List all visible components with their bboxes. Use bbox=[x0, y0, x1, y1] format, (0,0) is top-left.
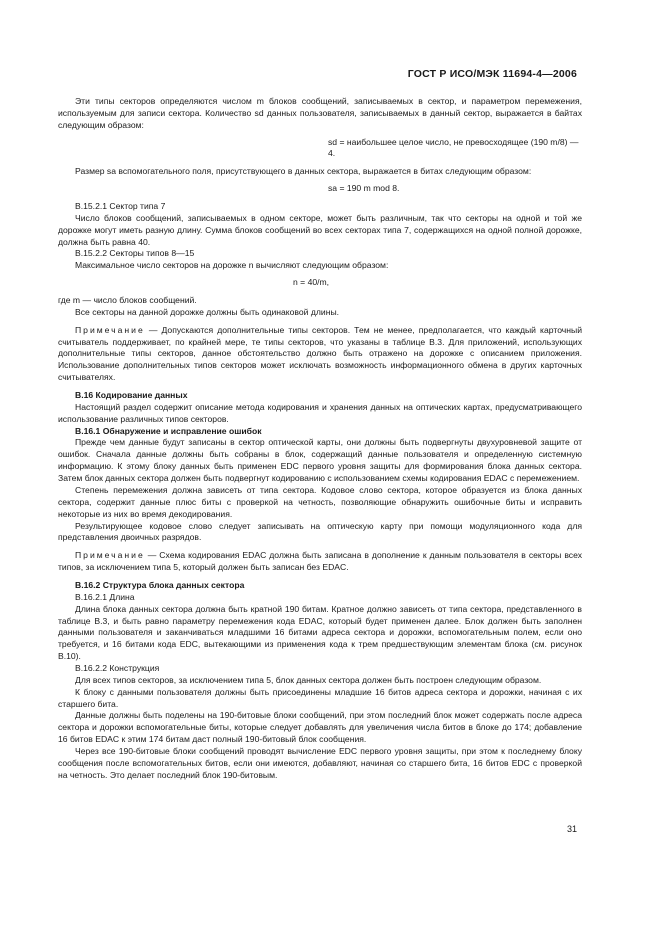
section-heading-b1622: B.16.2.2 Конструкция bbox=[75, 662, 160, 673]
paragraph: Настоящий раздел содержит описание метода кодирования и хранения данных на оптических картах, предусматривающего использование различных типов секторов. bbox=[58, 401, 582, 424]
paragraph: Максимальное число секторов на дорожке n вычисляют следующим образом: bbox=[75, 260, 389, 271]
paragraph: Степень перемежения должна зависеть от типа сектора. Кодовое слово сектора, которое образуется из блока данных сектора, содержит данные плюс биты с проверкой на четность, позволяющие обнаружить ошибочные биты и исправить некоторые из них во время декодирования. bbox=[58, 484, 582, 519]
note-paragraph bbox=[58, 325, 582, 384]
paragraph: Эти типы секторов определяются числом m блоков сообщений, записываемых в сектор, и параметром перемежения, используемым для записи сектора. Количество sd данных пользователя, записываемых в данный сектор, выражается в байтах следующим образом: bbox=[58, 96, 582, 130]
paragraph: Прежде чем данные будут записаны в сектор оптической карты, они должны быть подвергнуты двухуровневой защите от ошибок. Сначала данные должны быть собраны в блок, содержащий данные пользователя и определенную системную информацию. К этому блоку данных быть применен EDC первого уровня защиты для формирования блока данных сектора. Затем блок данных сектора должен быть подвергнут кодированию с использованием схемы кодирования EDAC с перемежением. bbox=[58, 437, 582, 484]
paragraph: Размер sa вспомогательного поля, присутствующего в данных сектора, выражается в битах следующим образом: bbox=[75, 166, 532, 177]
paragraph: Все секторы на данной дорожке должны быть одинаковой длины. bbox=[75, 306, 340, 317]
note-paragraph bbox=[58, 550, 582, 574]
paragraph: Для всех типов секторов, за исключением типа 5, блок данных сектора должен быть построен следующим образом. bbox=[75, 674, 542, 685]
note-label: Примечание bbox=[75, 324, 145, 335]
paragraph: Число блоков сообщений, записываемых в одном секторе, может быть различным, так что секторы на одной и той же дорожке могут иметь разную длину. Сумма блоков сообщений во всех секторах типа 7, содержащихся на одной полной дорожке, должна быть равна 40. bbox=[58, 212, 582, 247]
note-text: — Допускаются дополнительные типы секторов. Тем не менее, предполагается, что каждый карточный считыватель поддерживает, по крайней мере, те типы секторов, что указаны в таблице B.3. Для приложений, использующих дополнительные типы секторов, данное обстоятельство должно быть отражено на дорожке с описанием приложения. Использование дополнительных типов секторов может исключать возможность информационного обмена в других карточных считывателях. bbox=[58, 324, 582, 383]
paragraph: Результирующее кодовое слово следует записывать на оптическую карту при помощи модуляционного кода для представления двоичных разрядов. bbox=[58, 520, 582, 543]
paragraph: Данные должны быть поделены на 190-битовые блоки сообщений, при этом последний блок может содержать после адреса сектора и дорожки вспомогательные биты, которые следует добавлять для увеличения числа битов в блоке до 174; добавление 16 битов EDAC к этим 174 битам даст полный 190-битовый блок сообщения. bbox=[58, 710, 582, 745]
note-label: Примечание bbox=[75, 550, 145, 561]
paragraph: К блоку с данными пользователя должны быть присоединены младшие 16 битов адреса сектора и дорожки, начиная с их старшего бита. bbox=[58, 686, 582, 709]
note-text: — Схема кодирования EDAC должна быть записана в дополнение к данным пользователя в секторы всех типов, за исключением типа 5, который должен быть записан без EDAC. bbox=[58, 550, 582, 573]
paragraph: Через все 190-битовые блоки сообщений проводят вычисление EDC первого уровня защиты, при этом к последнему блоку сообщения после вспомогательных битов, если они имеются, добавляют, начиная со старшего бита, 16 битов EDC с проверкой на четность. Это делает последний блок 190-битовым. bbox=[58, 745, 582, 780]
document-body bbox=[58, 96, 582, 782]
section-heading-b16: B.16 Кодирование данных bbox=[75, 390, 188, 401]
formula-sd: sd = наибольшее целое число, не превосходящее (190 m/8) — 4. bbox=[328, 136, 579, 159]
section-heading-b1621: B.16.2.1 Длина bbox=[75, 591, 135, 602]
section-heading-b1521: B.15.2.1 Сектор типа 7 bbox=[75, 201, 166, 212]
standard-header: ГОСТ Р ИСО/МЭК 11694-4—2006 bbox=[407, 68, 577, 80]
paragraph: Длина блока данных сектора должна быть кратной 190 битам. Кратное должно зависеть от типа сектора, представленного в таблице B.3, и быть равно параметру перемежения кода EDAC, который будет применен далее. Блок должен быть заполнен данными пользователя и заканчиваться младшими 16 битами адреса сектора и дорожки, вспомогательным полем, если оно требуется, и 16 битами кода EDC, вытекающими из применения кода к трем предшествующим элементам блока (см. рисунок B.10). bbox=[58, 603, 582, 662]
section-heading-b161: B.16.1 Обнаружение и исправление ошибок bbox=[75, 425, 262, 436]
formula-n: n = 40/m, bbox=[293, 277, 330, 288]
page-number: 31 bbox=[566, 824, 577, 834]
paragraph: где m — число блоков сообщений. bbox=[58, 295, 197, 306]
section-heading-b162: B.16.2 Структура блока данных сектора bbox=[75, 579, 245, 590]
formula-sa: sa = 190 m mod 8. bbox=[328, 183, 400, 194]
section-heading-b1522: B.15.2.2 Секторы типов 8—15 bbox=[75, 248, 195, 259]
